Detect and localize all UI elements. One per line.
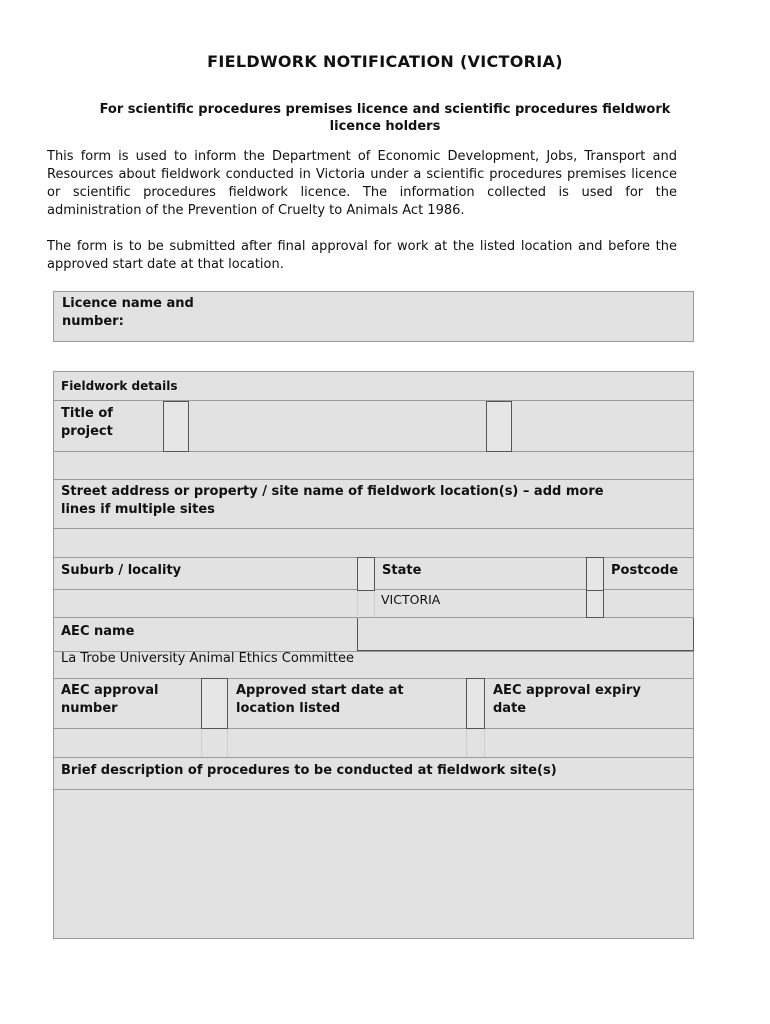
licence-name-input[interactable] [230, 296, 685, 336]
title-of-project-input-2[interactable] [486, 401, 512, 452]
aec-approval-number-value-input[interactable] [201, 729, 228, 758]
suburb-label: Suburb / locality [61, 563, 182, 578]
approved-start-date-input[interactable] [466, 678, 485, 729]
aec-approval-number-input[interactable] [201, 678, 228, 729]
title-of-project-label: Title of project [61, 406, 113, 439]
street-address-row [53, 479, 694, 529]
title-of-project-text-area-2[interactable] [512, 401, 693, 451]
title-of-project-text-area[interactable] [189, 401, 487, 451]
postcode-input[interactable] [586, 591, 604, 618]
state-input[interactable] [586, 557, 604, 591]
street-address-input[interactable] [53, 530, 694, 557]
intro-paragraph: This form is used to inform the Department of Economic Development, Jobs, Transport and Resources about fieldwork conducted in Victoria under a scientific procedures premises licence or scientific procedures fieldwork licence. The information collected is used for the administration of the Prevention of Cruelty to Animals Act 1986. [47, 149, 677, 218]
title-of-project-input[interactable] [163, 401, 189, 452]
document-subtitle: For scientific procedures premises licence and scientific procedures fieldwork licence holders [99, 102, 671, 134]
suburb-value-input[interactable] [357, 591, 375, 618]
aec-name-input[interactable] [357, 618, 694, 651]
aec-expiry-date-label: AEC approval expiry date [493, 683, 641, 716]
aec-name-value: La Trobe University Animal Ethics Committee [61, 651, 354, 666]
submission-paragraph: The form is to be submitted after final approval for work at the listed location and before the approved start date at that location. [47, 239, 677, 272]
state-value: VICTORIA [381, 592, 441, 607]
fieldwork-details-heading: Fieldwork details [61, 379, 178, 393]
state-label: State [382, 563, 422, 578]
document-title: FIELDWORK NOTIFICATION (VICTORIA) [207, 52, 563, 71]
brief-description-label: Brief description of procedures to be conducted at fieldwork site(s) [61, 763, 557, 778]
aec-approval-number-label: AEC approval number [61, 683, 159, 716]
approved-start-date-label: Approved start date at location listed [236, 683, 404, 716]
suburb-input[interactable] [357, 557, 375, 591]
street-address-label: Street address or property / site name of fieldwork location(s) – add more lines if multiple sites [61, 484, 604, 517]
postcode-label: Postcode [611, 563, 679, 578]
approved-start-date-value-input[interactable] [466, 729, 485, 758]
aec-name-label: AEC name [61, 624, 135, 639]
brief-description-input[interactable] [54, 791, 693, 938]
licence-label: Licence name and number: [62, 296, 194, 329]
